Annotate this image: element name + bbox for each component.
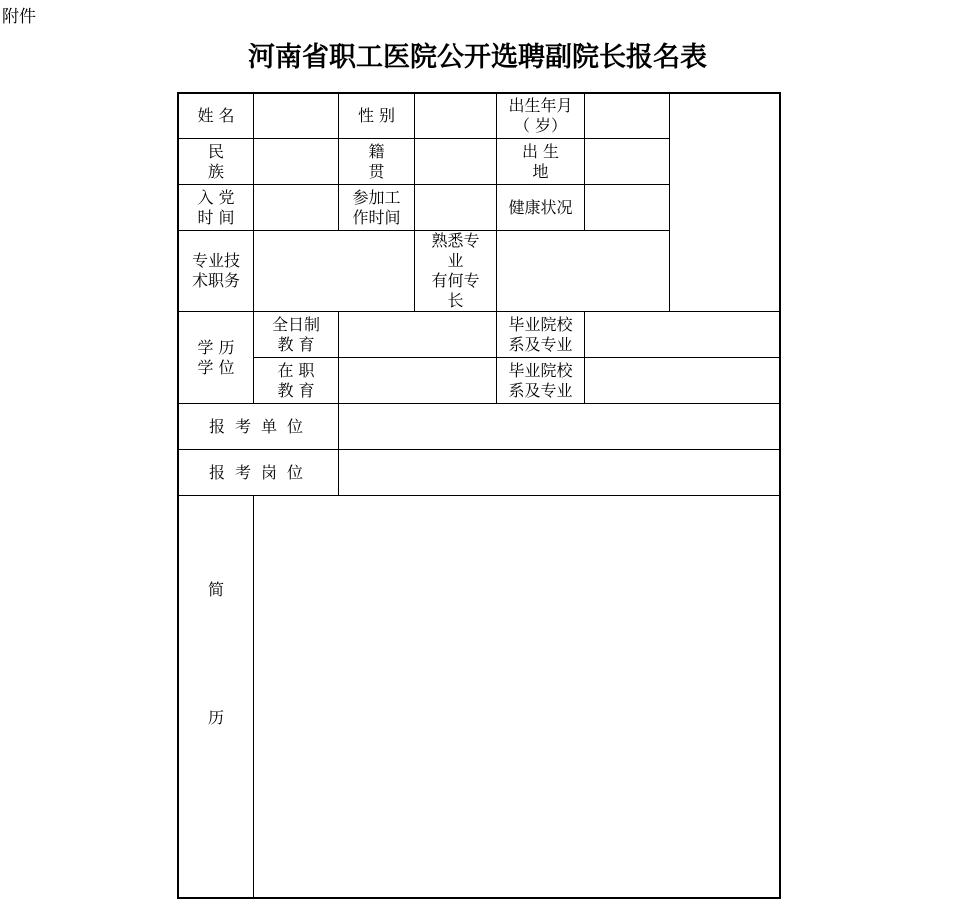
label-specialty: 熟悉专 业 有何专 长 [431, 231, 480, 310]
label-school-major-on-job: 毕业院校 系及专业 [508, 360, 573, 400]
label-name: 姓 名 [197, 106, 235, 125]
label-party-join-time: 入 党 时 间 [197, 187, 235, 227]
rule-h [178, 495, 780, 496]
page-title: 河南省职工医院公开选聘副院长报名表 [248, 42, 707, 73]
label-gender: 性 别 [357, 106, 396, 125]
attachment-label: 附件 [2, 7, 36, 27]
label-resume-char-2: 历 [207, 708, 224, 727]
label-professional-title: 专业技 术职务 [191, 251, 240, 290]
label-apply-post: 报考岗位 [208, 462, 313, 482]
rule-v [253, 496, 254, 898]
label-resume-char-1: 简 [207, 580, 224, 599]
label-on-job-education: 在 职 教 育 [277, 360, 315, 400]
label-apply-unit: 报考单位 [208, 416, 313, 436]
label-full-time-education: 全日制 教 育 [271, 314, 320, 354]
label-school-major-full-time: 毕业院校 系及专业 [508, 314, 573, 354]
rule-v [669, 93, 670, 311]
label-native-place: 籍 贯 [368, 141, 385, 181]
rule-v [584, 93, 585, 231]
rule-v [584, 312, 585, 404]
label-work-start-time: 参加工 作时间 [352, 187, 401, 227]
label-education-degree: 学 历 学 位 [197, 337, 235, 377]
label-ethnicity: 民 族 [207, 141, 224, 181]
label-birth-date: 出生年月 （ 岁） [508, 96, 573, 135]
label-health: 健康状况 [508, 197, 573, 217]
label-birthplace: 出 生 地 [521, 141, 560, 181]
